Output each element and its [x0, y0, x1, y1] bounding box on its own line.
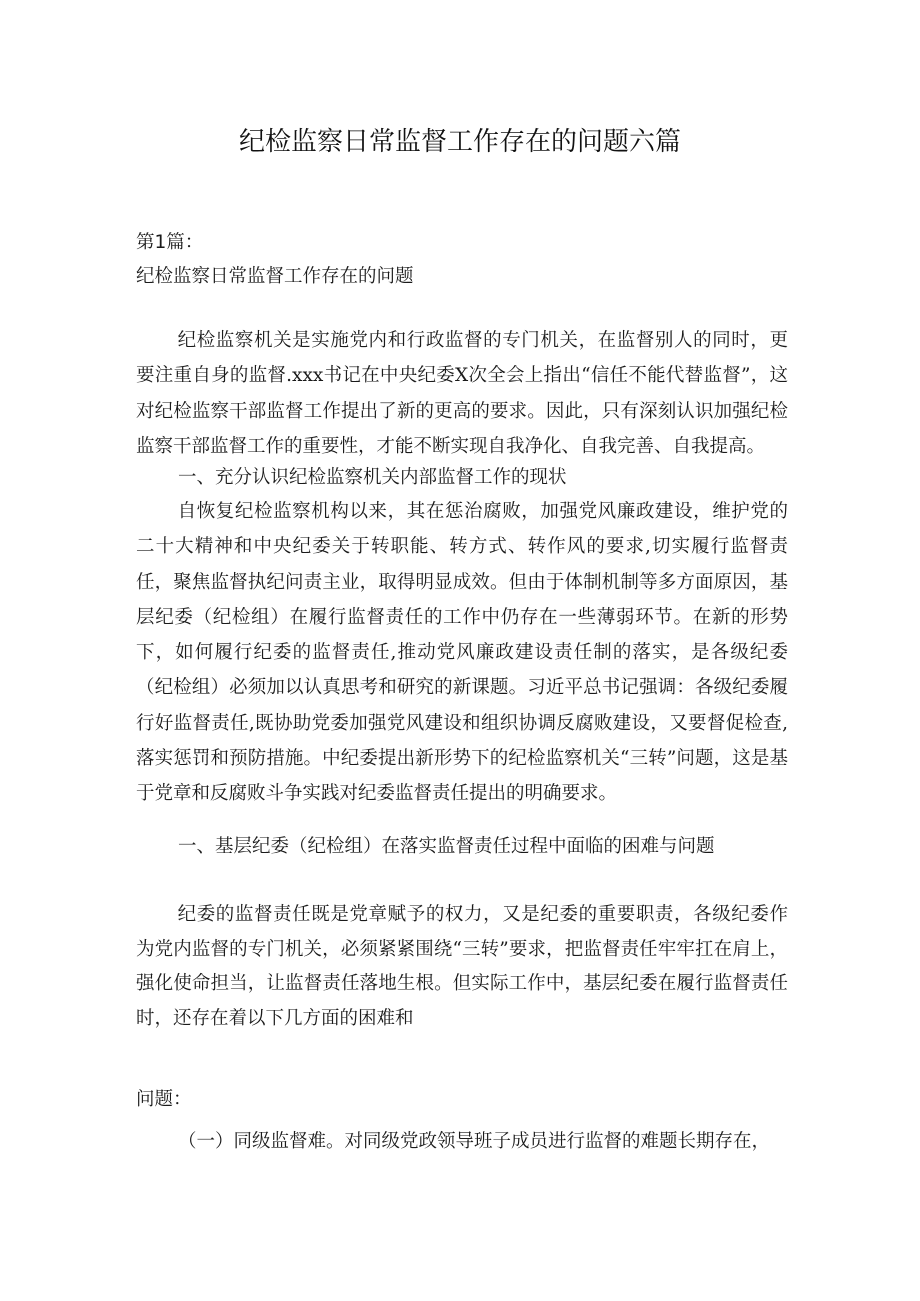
- paragraph-status: 自恢复纪检监察机构以来，其在惩治腐败，加强党风廉政建设，维护党的二十大精神和中央纪委关于转职能、转方式、转作风的要求,切实履行监督责任，聚焦监督执纪问责主业，取得明显成效。但由于体制机制等多方面原因，基层纪委（纪检组）在履行监督责任的工作中仍存在一些薄弱环节。在新的形势下，如何履行纪委的监督责任,推动党风廉政建设责任制的落实，是各级纪委（纪检组）必须加以认真思考和研究的新课题。习近平总书记强调：各级纪委履行好监督责任,既协助党委加强党风建设和组织协调反腐败建设，又要督促检查,落实惩罚和预防措施。中纪委提出新形势下的纪检监察机关“三转”问题，这是基于党章和反腐败斗争实践对纪委监督责任提出的明确要求。: [136, 501, 788, 805]
- paragraph-continuation: 问题：: [136, 1089, 192, 1110]
- paragraph-intro: 纪检监察机关是实施党内和行政监督的专门机关，在监督别人的同时，更要注重自身的监督.xxx书记在中央纪委X次全会上指出“信任不能代替监督”，这对纪检监察干部监督工作提出了新的更高的要求。因此，只有深刻认识加强纪检监察干部监督工作的重要性，才能不断实现自我净化、自我完善、自我提高。: [136, 330, 788, 457]
- section-heading: 一、充分认识纪检监察机关内部监督工作的现状: [178, 467, 567, 488]
- section-heading: 一、基层纪委（纪检组）在落实监督责任过程中面临的困难与问题: [178, 836, 715, 857]
- subsection-item: （一）同级监督难。对同级党政领导班子成员进行监督的难题长期存在，: [178, 1131, 771, 1152]
- chapter-label: 第1篇：: [136, 232, 204, 253]
- paragraph-duty: 纪委的监督责任既是党章赋予的权力，又是纪委的重要职责，各级纪委作为党内监督的专门机关，必须紧紧围绕“三转”要求，把监督责任牢牢扛在肩上，强化使命担当，让监督责任落地生根。但实际工作中，基层纪委在履行监督责任时，还存在着以下几方面的困难和: [136, 904, 788, 1029]
- chapter-subtitle: 纪检监察日常监督工作存在的问题: [136, 266, 414, 287]
- document-title: 纪检监察日常监督工作存在的问题六篇: [238, 127, 681, 157]
